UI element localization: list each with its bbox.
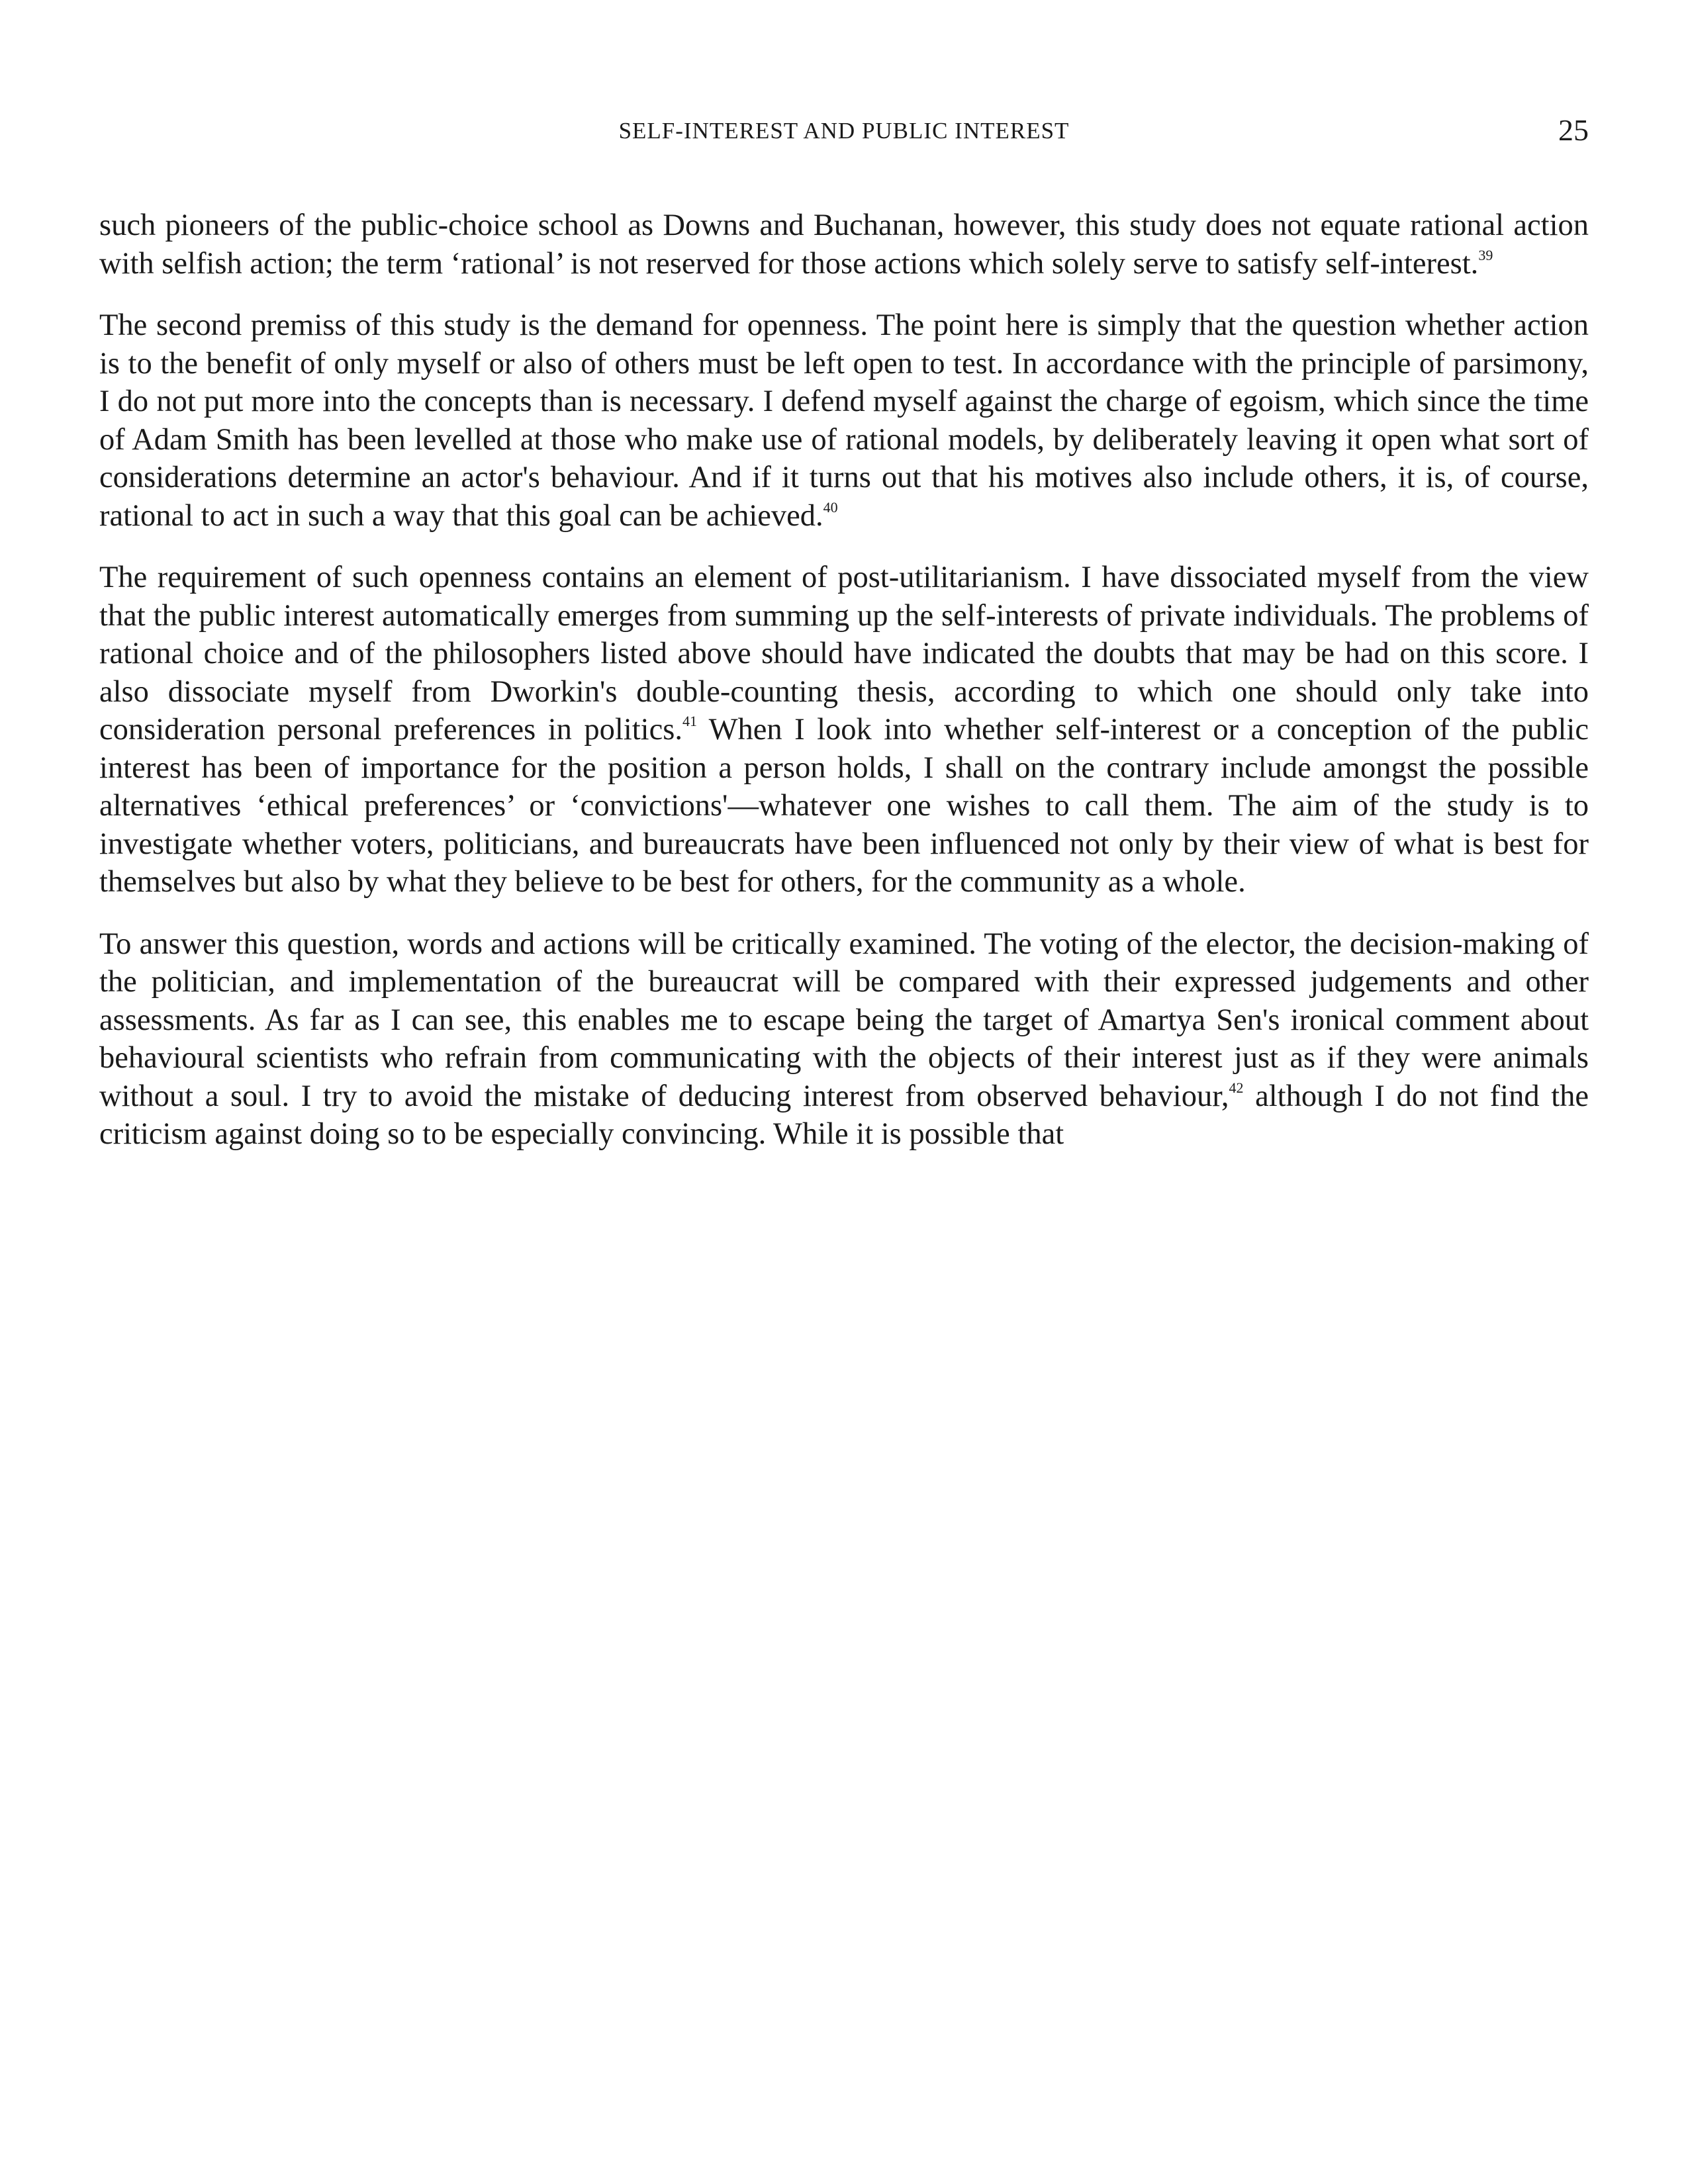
paragraph-2 xyxy=(99,306,1589,535)
paragraph-1-text: such pioneers of the public-choice school as Downs and Buchanan, however, this study does not equate rational action with selfish action; the term ‘rational’ is not reserved for those actions which solely serve to satisfy self-interest. xyxy=(99,208,1589,281)
body-text xyxy=(99,206,1589,1177)
paragraph-2-text: The second premiss of this study is the demand for openness. The point here is simply that the question whether action is to the benefit of only myself or also of others must be left open to test. In accordance with the principle of parsimony, I do not put more into the concepts than is necessary. I defend myself against the charge of egoism, which since the time of Adam Smith has been levelled at those who make use of rational models, by deliberately leaving it open what sort of considerations determine an actor's behaviour. And if it turns out that his motives also include others, it is, of course, rational to act in such a way that this goal can be achieved. xyxy=(99,308,1589,533)
paragraph-4 xyxy=(99,925,1589,1154)
paragraph-3-text-b: When I look into whether self-interest or a conception of the public interest has been of importance for the position a person holds, I shall on the contrary include amongst the possible alternatives ‘ethical preferences’ or ‘convictions'—whatever one wishes to call them. The aim of the study is to investigate whether voters, politicians, and bureaucrats have been influenced not only by their view of what is best for themselves but also by what they believe to be best for others, for the community as a whole. xyxy=(99,713,1589,899)
paragraph-1 xyxy=(99,206,1589,283)
footnote-ref-41: 41 xyxy=(682,713,697,729)
paragraph-3 xyxy=(99,559,1589,901)
page-number: 25 xyxy=(1558,113,1589,147)
running-header xyxy=(99,113,1589,152)
paragraph-4-text-a: To answer this question, words and actions will be critically examined. The voting of the elector, the decision-making of the politician, and implementation of the bureaucrat will be compared with their expressed judgements and other assessments. As far as I can see, this enables me to escape being the target of Amartya Sen's ironical comment about behavioural scientists who refrain from communicating with the objects of their interest just as if they were animals without a soul. I try to avoid the mistake of deducing interest from observed behaviour, xyxy=(99,927,1589,1113)
paragraph-4-text-b: although I do not find the criticism against doing so to be especially convincing. While it is possible that xyxy=(99,1079,1589,1151)
footnote-ref-40: 40 xyxy=(823,498,838,516)
footnote-ref-42: 42 xyxy=(1229,1079,1244,1096)
footnote-ref-39: 39 xyxy=(1478,246,1493,263)
paragraph-3-text-a: The requirement of such openness contains an element of post-utilitarianism. I have dissociated myself from the view that the public interest automatically emerges from summing up the self-interests of private individuals. The problems of rational choice and of the philosophers listed above should have indicated the doubts that may be had on this score. I also dissociate myself from Dworkin's double-counting thesis, according to which one should only take into consideration personal preferences in politics. xyxy=(99,561,1589,747)
running-title: SELF-INTEREST AND PUBLIC INTEREST xyxy=(618,118,1070,144)
